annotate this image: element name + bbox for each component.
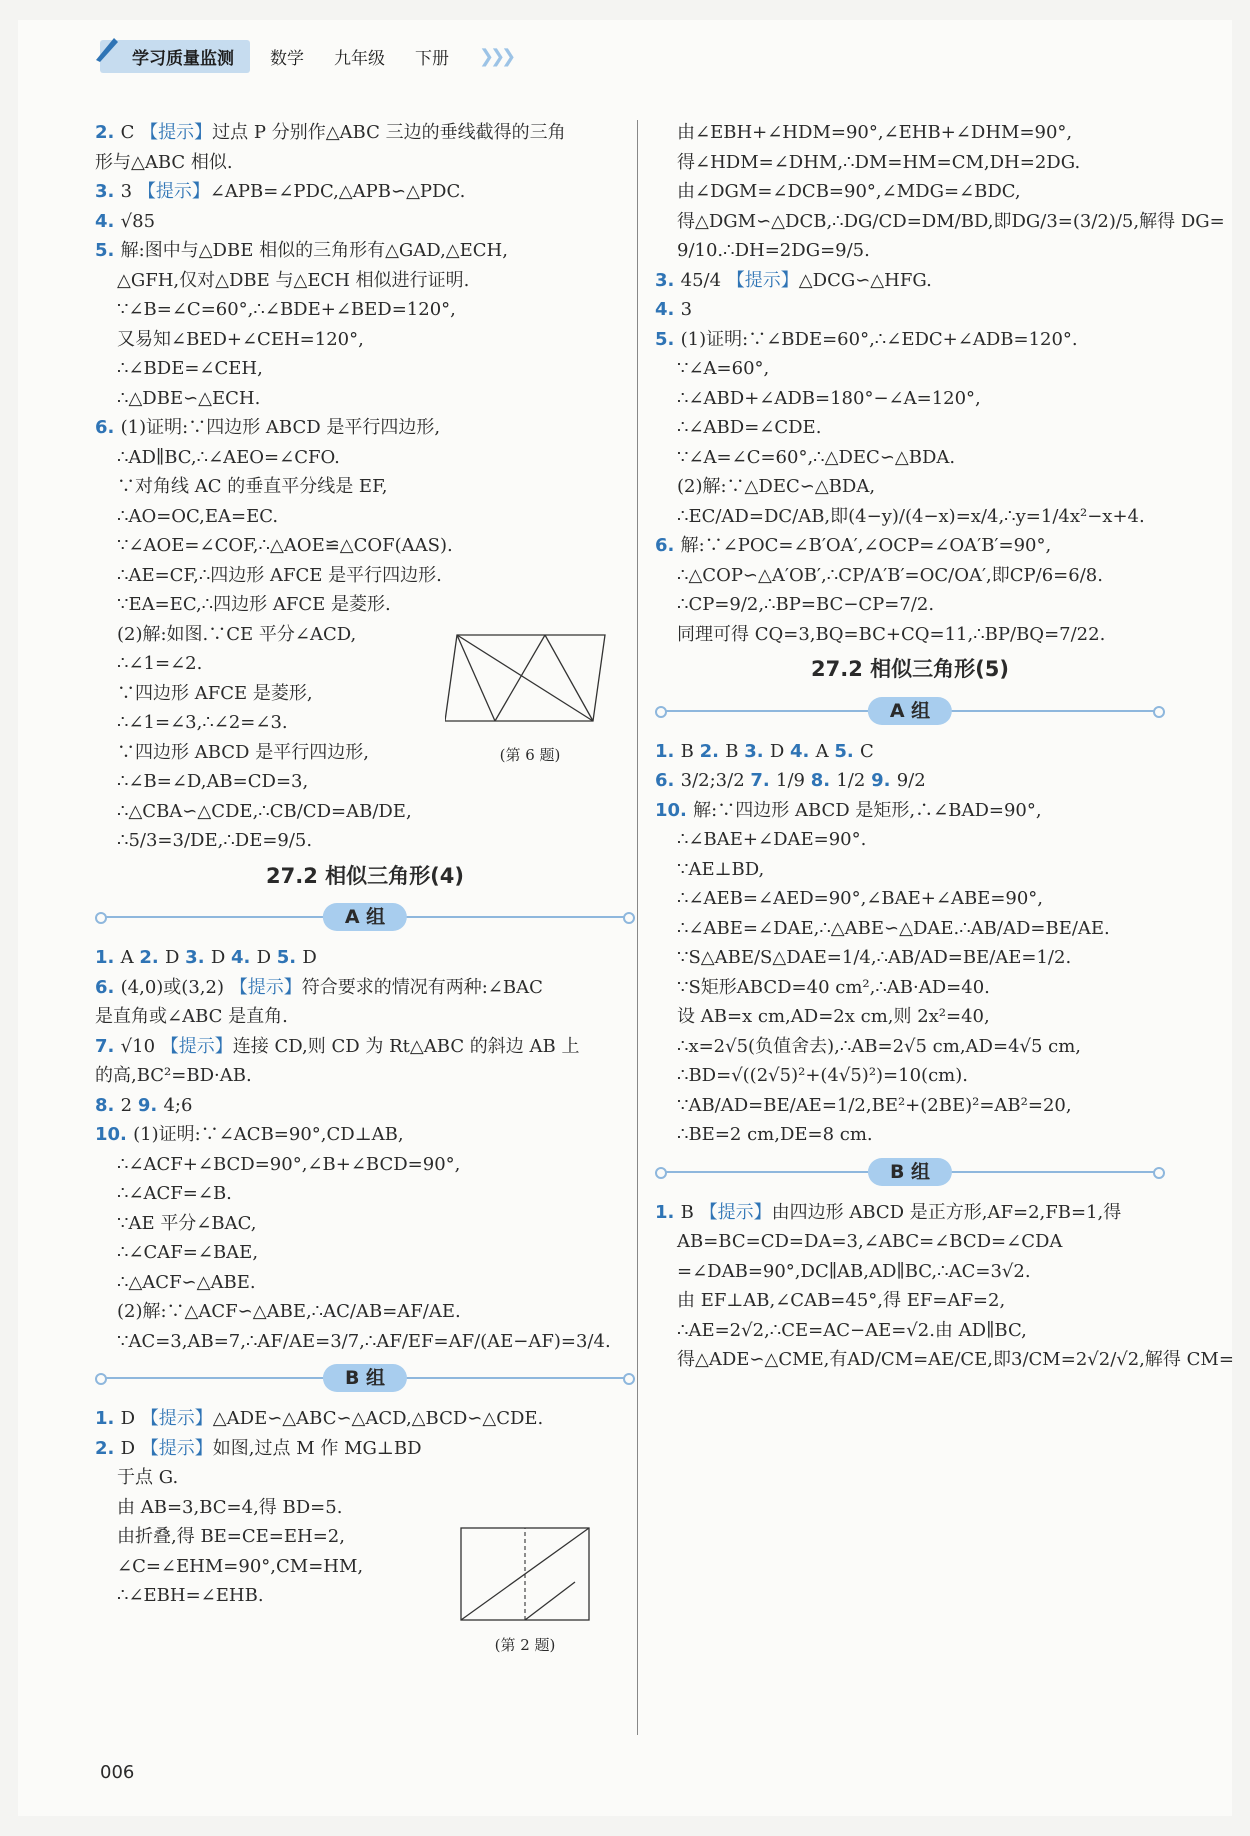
answer-text: ∵∠AOE=∠COF,∴△AOE≌△COF(AAS).: [117, 535, 453, 556]
answer-text: ∴AO=OC,EA=EC.: [117, 505, 279, 527]
answer-text: ∴∠ACF+∠BCD=90°,∠B+∠BCD=90°,: [117, 1153, 461, 1175]
answer-text: ∴x=2√5(负值舍去),∴AB=2√5 cm,AD=4√5 cm,: [677, 1035, 1082, 1057]
answer-text: ∴∠B=∠D,AB=CD=3,: [117, 771, 309, 792]
answer-line: [655, 796, 1165, 826]
answer-text: ∵∠A=∠C=60°,∴△DEC∽△BDA.: [677, 446, 956, 468]
hint-tag: 【提示】: [699, 1201, 772, 1223]
answer-line: [95, 590, 635, 620]
answer-text: (1)证明:∵∠BDE=60°,∴∠EDC+∠ADB=120°.: [680, 328, 1078, 350]
answer-text: ∴∠1=∠3,∴∠2=∠3.: [117, 712, 288, 733]
answer-text: △GFH,仅对△DBE 与△ECH 相似进行证明.: [117, 269, 470, 291]
chevrons-icon: ❯❯❯: [479, 45, 513, 67]
answer-line: [655, 502, 1165, 532]
answer-text: 4;6: [163, 1094, 193, 1116]
answer-line: [95, 502, 635, 532]
hint-tag: 【提示】: [140, 122, 213, 143]
rectangle-fold-diagram: [455, 1520, 595, 1630]
answer-line: [95, 973, 635, 1003]
brand-text: 学习质量监测: [132, 48, 234, 69]
answer-text: ∵对角线 AC 的垂直平分线是 EF,: [117, 476, 388, 497]
answer-text: ∴∠BAE+∠DAE=90°.: [677, 829, 867, 850]
answer-text: ∴△COP∽△A′OB′,∴CP/A′B′=OC/OA′,即CP/6=6/8.: [677, 564, 1103, 586]
question-number: 4.: [789, 740, 816, 762]
answer-line: [655, 531, 1165, 561]
answer-text: 2: [120, 1094, 138, 1116]
answer-line: [655, 914, 1165, 944]
answer-text: C: [860, 740, 874, 762]
answer-line: [95, 148, 635, 178]
question-number: 3.: [185, 947, 211, 968]
answer-text: C: [120, 122, 141, 143]
answer-text: 由∠EBH+∠HDM=90°,∠EHB+∠DHM=90°,: [677, 122, 1073, 143]
answer-line: [95, 472, 635, 502]
answer-text: 同理可得 CQ=3,BQ=BC+CQ=11,∴BP/BQ=7/22.: [677, 623, 1106, 645]
question-number: 5.: [834, 740, 860, 762]
answer-text: 又易知∠BED+∠CEH=120°,: [117, 328, 364, 350]
answer-text: ∴△CBA∽△CDE,∴CB/CD=AB/DE,: [117, 800, 412, 822]
answer-text: D: [769, 740, 790, 762]
answer-text: D: [120, 1437, 141, 1459]
answer-text: D: [120, 1408, 141, 1429]
group-b-band-left: [95, 1362, 635, 1394]
answer-text: 是直角或∠ABC 是直角.: [95, 1006, 288, 1027]
right-column: [655, 118, 1234, 1375]
answer-text: ∴∠ACF=∠B.: [117, 1183, 232, 1204]
answer-line: [95, 443, 635, 473]
answer-line: [95, 1179, 635, 1209]
answer-text: ∴△DBE∽△ECH.: [117, 387, 261, 409]
page-header: [100, 40, 512, 72]
figure-6-caption: (第 6 题): [499, 746, 561, 764]
question-number: 1.: [95, 1408, 121, 1429]
answer-text: ∵四边形 AFCE 是菱形,: [117, 682, 313, 704]
answer-text: D: [210, 947, 231, 968]
answer-line: [655, 1061, 1165, 1091]
answer-text: √10: [120, 1035, 161, 1057]
answer-text: ∵AC=3,AB=7,∴AF/AE=3/7,∴AF/EF=AF/(AE−AF)=3/4.: [117, 1330, 611, 1352]
answer-line: [655, 973, 1165, 1003]
answer-line: [655, 472, 1165, 502]
question-number: 3.: [655, 269, 681, 291]
answer-line: [95, 1434, 635, 1464]
answer-text: 由 AB=3,BC=4,得 BD=5.: [117, 1496, 343, 1518]
answer-text: ∠APB=∠PDC,△APB∽△PDC.: [209, 181, 466, 202]
answer-text: D: [256, 947, 277, 968]
right-answers: [655, 118, 1225, 649]
answer-text: (4,0)或(3,2): [120, 976, 230, 998]
answer-line: [95, 1463, 635, 1493]
right-group-a: [655, 737, 1165, 1150]
answer-text: 45/4: [680, 269, 727, 291]
answer-text: 9/2: [896, 770, 926, 791]
answer-text: 连接 CD,则 CD 为 Rt△ABC 的斜边 AB 上: [232, 1035, 580, 1057]
question-number: 6.: [95, 976, 121, 998]
answer-line: [655, 266, 1165, 296]
answer-text: B: [680, 740, 700, 762]
answer-line: [95, 177, 635, 207]
answer-line: [655, 737, 1165, 767]
question-number: 1.: [655, 1201, 681, 1223]
answer-text: 于点 G.: [117, 1467, 179, 1488]
answer-text: ∴∠BDE=∠CEH,: [117, 358, 263, 379]
answer-text: ∵AE 平分∠BAC,: [117, 1212, 257, 1234]
question-number: 2.: [699, 740, 726, 762]
answer-text: ∴BD=√((2√5)²+(4√5)²)=10(cm).: [677, 1065, 968, 1086]
answer-line: [95, 943, 635, 973]
answer-line: [95, 354, 635, 384]
column-divider: [637, 120, 638, 1735]
answer-text: ∴∠ABD+∠ADB=180°−∠A=120°,: [677, 387, 981, 409]
answer-text: 符合要求的情况有两种:∠BAC: [301, 976, 543, 998]
figure-2: [455, 1520, 595, 1655]
question-number: 2.: [139, 947, 166, 968]
answer-text: ∵EA=EC,∴四边形 AFCE 是菱形.: [117, 594, 391, 615]
answer-line: [655, 207, 1225, 237]
page-number: 006: [100, 1762, 135, 1783]
answer-line: [655, 590, 1165, 620]
answer-line: [95, 531, 635, 561]
question-number: 2.: [95, 1437, 121, 1459]
answer-text: 由 EF⊥AB,∠CAB=45°,得 EF=AF=2,: [677, 1290, 1006, 1311]
answer-text: ∴∠AEB=∠AED=90°,∠BAE+∠ABE=90°,: [677, 888, 1044, 909]
answer-line: [655, 1002, 1165, 1032]
answer-text: ∴AD∥BC,∴∠AEO=∠CFO.: [117, 446, 340, 468]
question-number: 6.: [655, 535, 681, 556]
group-a-label: A 组: [868, 697, 952, 725]
answer-text: D: [302, 947, 317, 968]
question-number: 4.: [655, 299, 681, 320]
question-number: 7.: [95, 1035, 121, 1057]
answer-text: ∴CP=9/2,∴BP=BC−CP=7/2.: [677, 594, 935, 615]
question-number: 4.: [95, 210, 121, 232]
answer-text: D: [165, 947, 186, 968]
hint-tag: 【提示】: [140, 1408, 213, 1429]
right-group-b: [655, 1198, 1234, 1375]
hint-tag: 【提示】: [137, 181, 210, 202]
answer-line: [95, 413, 635, 443]
answer-text: 9/10.∴DH=2DG=9/5.: [677, 240, 870, 261]
answer-text: ∴∠CAF=∠BAE,: [117, 1242, 259, 1263]
answer-line: [95, 1150, 635, 1180]
answer-line: [655, 620, 1165, 650]
answer-line: [95, 1238, 635, 1268]
answer-line: [655, 943, 1165, 973]
answer-text: ∵∠B=∠C=60°,∴∠BDE+∠BED=120°,: [117, 299, 456, 320]
answer-line: [95, 207, 635, 237]
question-number: 10.: [655, 799, 694, 821]
answer-text: ∵∠A=60°,: [677, 358, 770, 379]
answer-text: B: [680, 1201, 700, 1223]
answer-line: [95, 1297, 635, 1327]
answer-text: ∵AB/AD=BE/AE=1/2,BE²+(2BE)²=AB²=20,: [677, 1094, 1072, 1116]
answer-text: 过点 P 分别作△ABC 三边的垂线截得的三角: [212, 122, 566, 143]
answer-line: [655, 1032, 1165, 1062]
answer-line: [655, 1227, 1165, 1257]
answer-line: [655, 354, 1165, 384]
question-number: 8.: [95, 1094, 121, 1116]
answer-line: [95, 1002, 635, 1032]
answer-line: [655, 1345, 1234, 1375]
question-number: 3.: [744, 740, 770, 762]
answer-text: ∴∠EBH=∠EHB.: [117, 1585, 264, 1606]
answer-text: 3: [120, 181, 138, 202]
answer-line: [95, 1404, 635, 1434]
answer-text: B: [725, 740, 745, 762]
answer-text: A: [815, 740, 835, 762]
answer-text: (1)证明:∵∠ACB=90°,CD⊥AB,: [133, 1124, 404, 1145]
answer-line: [655, 384, 1165, 414]
answer-line: [655, 1198, 1165, 1228]
parallelogram-diagram: [445, 625, 615, 740]
answer-text: 解:∵∠POC=∠B′OA′,∠OCP=∠OA′B′=90°,: [680, 535, 1052, 556]
answer-text: 1/9: [776, 770, 811, 791]
figure-6: [445, 625, 615, 765]
question-number: 5.: [655, 328, 681, 350]
answer-line: [95, 266, 635, 296]
question-number: 3.: [95, 181, 121, 202]
answer-line: [655, 413, 1165, 443]
answer-line: [655, 1286, 1165, 1316]
answer-text: △DCG∽△HFG.: [798, 269, 932, 291]
answer-line: [95, 236, 635, 266]
answer-text: √85: [120, 210, 156, 232]
section-title-5: 27.2 相似三角形(5): [811, 657, 1009, 681]
answer-line: [655, 177, 1165, 207]
answer-line: [95, 1032, 635, 1062]
section-title-4: 27.2 相似三角形(4): [266, 863, 464, 888]
question-number: 7.: [750, 770, 777, 791]
answer-text: ∴∠1=∠2.: [117, 653, 203, 674]
answer-line: [95, 1493, 635, 1523]
brand-label: [100, 40, 250, 73]
answer-line: [655, 825, 1165, 855]
hint-tag: 【提示】: [726, 269, 799, 291]
answer-line: [655, 443, 1165, 473]
answer-line: [95, 325, 635, 355]
answer-text: ∵S△ABE/S△DAE=1/4,∴AB/AD=BE/AE=1/2.: [677, 947, 1072, 968]
answer-text: ∵四边形 ABCD 是平行四边形,: [117, 741, 369, 763]
answer-text: 如图,过点 M 作 MG⊥BD: [212, 1437, 422, 1459]
answer-text: ∴∠ABD=∠CDE.: [677, 417, 822, 438]
answer-line: [95, 561, 635, 591]
answer-line: [95, 797, 635, 827]
hint-tag: 【提示】: [160, 1035, 233, 1057]
answer-line: [655, 1257, 1165, 1287]
question-number: 10.: [95, 1124, 134, 1145]
answer-text: 形与△ABC 相似.: [95, 151, 233, 173]
answer-line: [95, 1091, 635, 1121]
answer-text: △ADE∽△ABC∽△ACD,△BCD∽△CDE.: [212, 1408, 544, 1429]
answer-line: [95, 1209, 635, 1239]
group-a-band-left: [95, 901, 635, 933]
answer-text: =∠DAB=90°,DC∥AB,AD∥BC,∴AC=3√2.: [677, 1260, 1031, 1282]
question-number: 2.: [95, 122, 121, 143]
volume-label: 下册: [415, 48, 449, 69]
question-number: 6.: [95, 417, 121, 438]
answer-line: [95, 826, 635, 856]
group-b-label: B 组: [323, 1364, 407, 1392]
grade-label: 九年级: [334, 48, 385, 69]
answer-text: 得△DGM∽△DCB,∴DG/CD=DM/BD,即DG/3=(3/2)/5,解得 DG=: [677, 210, 1225, 232]
question-number: 1.: [95, 947, 121, 968]
question-number: 5.: [276, 947, 303, 968]
answer-text: (2)解:如图.∵CE 平分∠ACD,: [117, 623, 357, 645]
answer-line: [95, 1061, 635, 1091]
pen-icon: [92, 34, 122, 64]
answer-line: [655, 118, 1165, 148]
answer-line: [655, 1091, 1165, 1121]
answer-text: 3: [680, 299, 693, 320]
answer-text: ∵S矩形ABCD=40 cm²,∴AB·AD=40.: [677, 976, 990, 998]
left-column: [95, 118, 635, 1611]
group-b-label: B 组: [868, 1158, 952, 1186]
answer-text: 解:∵四边形 ABCD 是矩形,∴∠BAD=90°,: [693, 799, 1042, 821]
left-group-a: [95, 943, 635, 1356]
answer-text: ∴AE=2√2,∴CE=AC−AE=√2.由 AD∥BC,: [677, 1319, 1027, 1341]
question-number: 1.: [655, 740, 681, 762]
answer-line: [655, 766, 1165, 796]
answer-line: [655, 1316, 1165, 1346]
answer-line: [95, 1120, 635, 1150]
answer-text: 1/2: [836, 770, 872, 791]
answer-text: 由∠DGM=∠DCB=90°,∠MDG=∠BDC,: [677, 181, 1021, 202]
answer-text: 3/2;3/2: [680, 770, 751, 791]
answer-line: [655, 325, 1165, 355]
group-b-band-right: [655, 1156, 1165, 1188]
answer-line: [655, 295, 1165, 325]
answer-line: [95, 767, 635, 797]
answer-line: [655, 884, 1165, 914]
answer-text: AB=BC=CD=DA=3,∠ABC=∠BCD=∠CDA: [677, 1231, 1063, 1252]
question-number: 9.: [871, 770, 897, 791]
answer-line: [95, 1327, 635, 1357]
question-number: 9.: [137, 1094, 164, 1116]
group-a-label: A 组: [323, 903, 407, 931]
answer-text: ∴AE=CF,∴四边形 AFCE 是平行四边形.: [117, 564, 442, 586]
answer-text: 解:图中与△DBE 相似的三角形有△GAD,△ECH,: [120, 240, 508, 261]
answer-line: [655, 561, 1165, 591]
answer-text: ∠C=∠EHM=90°,CM=HM,: [117, 1555, 364, 1577]
answer-line: [95, 1268, 635, 1298]
answer-text: 得△ADE∽△CME,有AD/CM=AE/CE,即3/CM=2√2/√2,解得 CM=: [677, 1349, 1234, 1370]
question-number: 6.: [655, 770, 681, 791]
answer-text: (2)解:∵△DEC∽△BDA,: [677, 476, 876, 497]
answer-text: 由折叠,得 BE=CE=EH=2,: [117, 1526, 345, 1547]
answer-line: [95, 384, 635, 414]
question-number: 5.: [95, 240, 121, 261]
answer-text: A: [120, 947, 140, 968]
answer-line: [655, 148, 1165, 178]
answer-text: 设 AB=x cm,AD=2x cm,则 2x²=40,: [677, 1006, 990, 1027]
answer-text: ∴∠ABE=∠DAE,∴△ABE∽△DAE.∴AB/AD=BE/AE.: [677, 917, 1110, 939]
answer-text: ∴BE=2 cm,DE=8 cm.: [677, 1124, 873, 1145]
answer-text: 的高,BC²=BD·AB.: [95, 1065, 252, 1086]
answer-text: ∵AE⊥BD,: [677, 858, 765, 880]
subject-label: 数学: [270, 48, 304, 69]
answer-text: 由四边形 ABCD 是正方形,AF=2,FB=1,得: [771, 1201, 1122, 1223]
answer-text: ∴EC/AD=DC/AB,即(4−y)/(4−x)=x/4,∴y=1/4x²−x+4.: [677, 505, 1145, 527]
answer-line: [655, 855, 1165, 885]
answer-line: [655, 236, 1165, 266]
question-number: 4.: [230, 947, 257, 968]
figure-2-caption: (第 2 题): [494, 1636, 556, 1654]
answer-text: ∴5/3=3/DE,∴DE=9/5.: [117, 830, 313, 851]
answer-text: (2)解:∵△ACF∽△ABE,∴AC/AB=AF/AE.: [117, 1301, 461, 1322]
answer-line: [95, 295, 635, 325]
answer-line: [655, 1120, 1165, 1150]
answer-text: (1)证明:∵四边形 ABCD 是平行四边形,: [120, 417, 441, 438]
hint-tag: 【提示】: [140, 1437, 213, 1459]
group-a-band-right: [655, 695, 1165, 727]
answer-text: ∴△ACF∽△ABE.: [117, 1271, 256, 1293]
answer-text: 得∠HDM=∠DHM,∴DM=HM=CM,DH=2DG.: [677, 151, 1081, 173]
hint-tag: 【提示】: [229, 976, 302, 998]
question-number: 8.: [810, 770, 837, 791]
answer-line: [95, 118, 635, 148]
